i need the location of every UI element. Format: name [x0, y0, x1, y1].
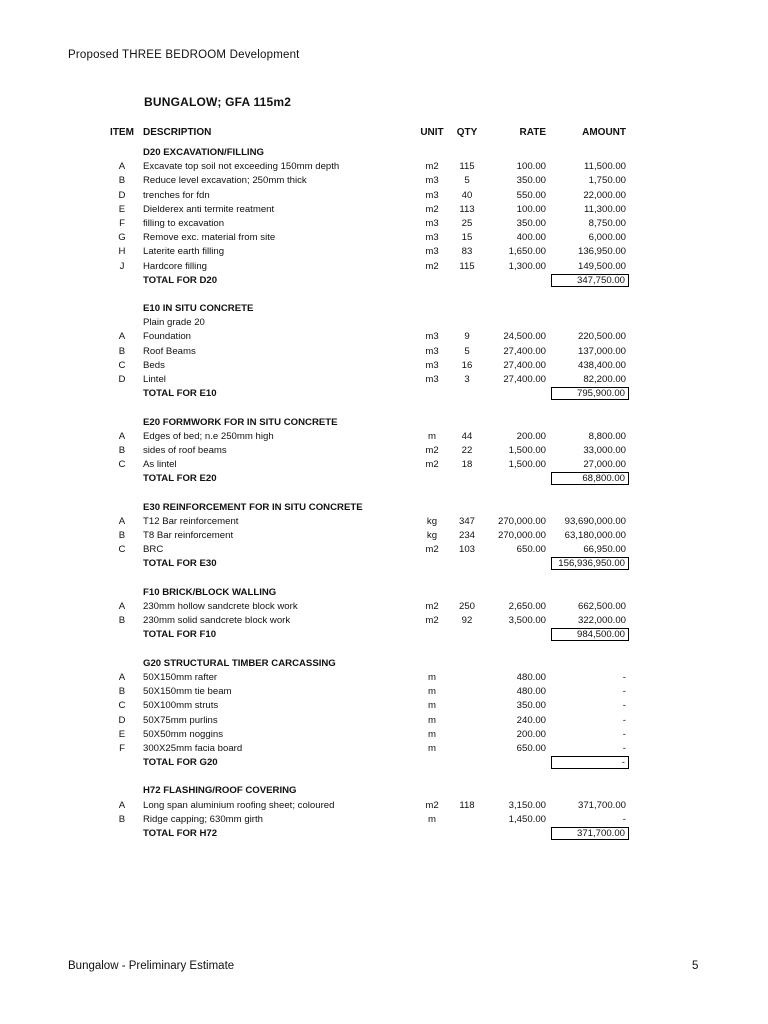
table-row — [0, 174, 768, 188]
section-heading-row — [0, 586, 768, 600]
page-number: 5 — [692, 960, 699, 972]
item-unit: m3 — [425, 374, 439, 385]
item-description: T8 Bar reinforcement — [143, 530, 234, 542]
table-row — [0, 600, 768, 614]
spacer-row — [0, 572, 768, 586]
item-amount: 82,200.00 — [583, 374, 626, 385]
section-heading-row — [0, 657, 768, 671]
item-qty: 250 — [458, 601, 475, 612]
section-total-row — [0, 827, 768, 841]
item-rate: 27,400.00 — [503, 345, 546, 357]
item-amount: 63,180,000.00 — [564, 530, 626, 542]
section-heading-row — [0, 416, 768, 430]
item-unit: kg — [426, 530, 438, 542]
table-row — [0, 458, 768, 472]
item-amount: 137,000.00 — [577, 345, 626, 357]
item-amount: 662,500.00 — [577, 601, 626, 612]
item-unit: m — [428, 700, 436, 712]
item-qty: 234 — [458, 530, 475, 542]
item-amount: 1,750.00 — [588, 175, 626, 187]
column-header-qty: QTY — [456, 127, 478, 138]
section-heading-row — [0, 501, 768, 515]
item-amount: - — [622, 813, 626, 825]
item-qty: 113 — [459, 203, 475, 215]
item-rate: 650.00 — [516, 544, 546, 556]
item-unit: m — [428, 686, 436, 698]
item-unit: m2 — [425, 161, 439, 173]
table-row — [0, 245, 768, 259]
item-rate: 200.00 — [516, 728, 546, 740]
item-unit: m — [428, 728, 436, 740]
table-row — [0, 189, 768, 203]
item-amount: 11,500.00 — [584, 161, 626, 173]
item-description: Edges of bed; n.e 250mm high — [143, 430, 274, 442]
item-rate: 270,000.00 — [497, 530, 546, 542]
item-rate: 24,500.00 — [503, 331, 546, 343]
total-label: TOTAL FOR E30 — [143, 558, 217, 570]
item-code: D — [118, 374, 126, 385]
item-qty: 44 — [461, 430, 473, 442]
spacer-row — [0, 770, 768, 784]
spacer-row — [0, 401, 768, 415]
page-footer: Bungalow - Preliminary Estimate — [68, 960, 235, 972]
item-unit: m3 — [425, 175, 439, 187]
item-qty: 115 — [459, 260, 475, 272]
table-row — [0, 373, 768, 387]
item-rate: 3,150.00 — [508, 799, 546, 811]
item-qty: 16 — [461, 359, 473, 371]
item-unit: m — [428, 430, 436, 442]
item-rate: 1,300.00 — [508, 260, 546, 272]
total-label: TOTAL FOR F10 — [143, 629, 217, 641]
item-description: Dielderex anti termite reatment — [143, 203, 275, 215]
item-code: A — [118, 799, 126, 811]
total-label: TOTAL FOR H72 — [143, 828, 218, 839]
item-rate: 270,000.00 — [497, 515, 546, 527]
item-unit: m3 — [425, 246, 439, 258]
item-qty: 92 — [461, 615, 473, 627]
item-description: Roof Beams — [143, 345, 196, 357]
total-label: TOTAL FOR G20 — [143, 757, 218, 769]
table-row — [0, 359, 768, 373]
total-amount: - — [551, 756, 629, 769]
column-header-unit: UNIT — [420, 127, 444, 138]
item-code: A — [118, 430, 126, 442]
item-code: D — [118, 189, 126, 201]
item-amount: 149,500.00 — [577, 260, 626, 272]
item-description: 50X100mm struts — [143, 700, 219, 712]
total-label: TOTAL FOR E20 — [143, 473, 217, 485]
section-total-row — [0, 472, 768, 486]
item-description: Beds — [143, 359, 165, 371]
total-amount: 795,900.00 — [551, 387, 629, 400]
item-code: B — [118, 686, 126, 698]
total-label: TOTAL FOR E10 — [143, 388, 217, 400]
item-unit: m2 — [425, 615, 439, 627]
table-row — [0, 515, 768, 529]
item-amount: - — [622, 700, 626, 712]
item-code: A — [118, 331, 126, 343]
item-rate: 100.00 — [516, 203, 546, 215]
item-description: Plain grade 20 — [143, 317, 205, 329]
section-heading: H72 FLASHING/ROOF COVERING — [143, 785, 297, 797]
total-amount: 68,800.00 — [551, 472, 629, 485]
item-rate: 27,400.00 — [503, 359, 546, 371]
item-unit: m3 — [425, 345, 439, 357]
table-row — [0, 316, 768, 330]
item-unit: m2 — [425, 260, 439, 272]
item-unit: m2 — [425, 459, 439, 471]
item-description: 230mm solid sandcrete block work — [143, 615, 291, 627]
item-code: F — [119, 217, 125, 229]
item-amount: 438,400.00 — [577, 359, 626, 371]
item-rate: 3,500.00 — [508, 615, 546, 627]
section-total-row — [0, 628, 768, 642]
item-amount: 22,000.00 — [583, 189, 626, 201]
item-description: trenches for fdn — [143, 189, 210, 201]
table-row — [0, 231, 768, 245]
item-description: Ridge capping; 630mm girth — [143, 813, 263, 825]
item-rate: 100.00 — [516, 161, 546, 173]
item-qty: 103 — [458, 544, 475, 556]
table-row — [0, 813, 768, 827]
item-unit: m3 — [425, 217, 439, 229]
item-description: Remove exc. material from site — [143, 232, 276, 244]
item-unit: m2 — [425, 601, 439, 612]
section-total-row — [0, 557, 768, 571]
item-unit: m3 — [425, 331, 439, 343]
table-row — [0, 444, 768, 458]
item-rate: 1,650.00 — [508, 246, 546, 258]
table-row — [0, 543, 768, 557]
item-qty: 9 — [464, 331, 470, 343]
column-header-description: DESCRIPTION — [143, 127, 212, 138]
section-heading: E30 REINFORCEMENT FOR IN SITU CONCRETE — [143, 501, 363, 513]
table-row — [0, 614, 768, 628]
item-rate: 1,500.00 — [508, 444, 546, 456]
table-body — [0, 146, 768, 841]
item-unit: m3 — [425, 189, 439, 201]
item-description: Excavate top soil not exceeding 150mm depth — [143, 161, 340, 173]
item-qty: 347 — [458, 515, 475, 527]
item-qty: 83 — [461, 246, 473, 258]
item-description: 50X150mm tie beam — [143, 686, 232, 698]
item-code: B — [118, 813, 126, 825]
item-code: B — [118, 444, 126, 456]
column-header-amount: AMOUNT — [582, 127, 626, 138]
item-description: 50X150mm rafter — [143, 671, 218, 683]
item-description: As lintel — [143, 459, 177, 471]
column-header-item: ITEM — [110, 127, 134, 138]
item-description: 50X50mm noggins — [143, 728, 223, 740]
section-heading: D20 EXCAVATION/FILLING — [143, 147, 264, 158]
item-code: A — [118, 601, 126, 612]
table-row — [0, 330, 768, 344]
item-amount: 6,000.00 — [588, 232, 626, 244]
item-code: E — [118, 203, 126, 215]
item-amount: 27,000.00 — [583, 459, 626, 471]
item-unit: m — [428, 714, 436, 726]
total-amount: 156,936,950.00 — [551, 557, 629, 570]
item-amount: 93,690,000.00 — [564, 515, 626, 527]
table-row — [0, 799, 768, 813]
item-rate: 350.00 — [516, 700, 546, 712]
item-code: J — [119, 260, 125, 272]
item-description: filling to excavation — [143, 217, 225, 229]
item-description: Laterite earth filling — [143, 246, 225, 258]
item-qty: 18 — [461, 459, 473, 471]
item-rate: 550.00 — [516, 189, 546, 201]
item-code: B — [118, 615, 126, 627]
item-unit: m — [428, 813, 436, 825]
table-row — [0, 430, 768, 444]
item-unit: m3 — [425, 359, 439, 371]
item-qty: 40 — [461, 189, 473, 201]
item-rate: 240.00 — [516, 714, 546, 726]
item-unit: kg — [426, 515, 438, 527]
item-amount: 322,000.00 — [577, 615, 626, 627]
item-qty: 115 — [459, 161, 475, 173]
item-qty: 118 — [459, 799, 475, 811]
item-code: C — [118, 459, 126, 471]
item-rate: 27,400.00 — [503, 374, 546, 385]
section-heading-row — [0, 146, 768, 160]
total-amount: 371,700.00 — [551, 827, 629, 840]
table-row — [0, 699, 768, 713]
item-amount: 220,500.00 — [577, 331, 626, 343]
table-row — [0, 217, 768, 231]
item-code: F — [119, 742, 125, 754]
item-amount: 136,950.00 — [577, 246, 626, 258]
item-description: Reduce level excavation; 250mm thick — [143, 175, 307, 187]
item-code: C — [118, 544, 126, 556]
section-heading-row — [0, 302, 768, 316]
item-rate: 200.00 — [516, 430, 546, 442]
item-code: A — [118, 671, 126, 683]
item-code: H — [118, 246, 126, 258]
item-amount: 33,000.00 — [583, 444, 626, 456]
item-qty: 22 — [461, 444, 473, 456]
item-rate: 2,650.00 — [508, 601, 546, 612]
item-rate: 350.00 — [516, 175, 546, 187]
item-description: Hardcore filling — [143, 260, 207, 272]
item-description: Long span aluminium roofing sheet; coloured — [143, 799, 335, 811]
item-amount: - — [622, 728, 626, 740]
table-row — [0, 728, 768, 742]
item-amount: 8,750.00 — [588, 217, 626, 229]
item-unit: m2 — [425, 544, 439, 556]
item-unit: m2 — [425, 203, 439, 215]
table-row — [0, 714, 768, 728]
item-unit: m — [428, 742, 436, 754]
item-unit: m3 — [425, 232, 439, 244]
item-description: 230mm hollow sandcrete block work — [143, 601, 298, 612]
item-amount: - — [622, 671, 626, 683]
item-qty: 5 — [464, 345, 470, 357]
item-description: T12 Bar reinforcement — [143, 515, 239, 527]
section-heading: F10 BRICK/BLOCK WALLING — [143, 586, 277, 598]
item-unit: m2 — [425, 799, 439, 811]
table-row — [0, 742, 768, 756]
section-total-row — [0, 756, 768, 770]
item-description: 300X25mm facia board — [143, 742, 243, 754]
page-header: Proposed THREE BEDROOM Development — [68, 49, 300, 61]
item-qty: 3 — [464, 374, 470, 385]
item-code: B — [118, 175, 126, 187]
item-description: Foundation — [143, 331, 192, 343]
item-rate: 1,450.00 — [508, 813, 546, 825]
item-rate: 480.00 — [516, 686, 546, 698]
table-header-row — [0, 126, 768, 146]
estimate-table — [0, 126, 768, 841]
table-row — [0, 345, 768, 359]
section-total-row — [0, 387, 768, 401]
item-code: C — [118, 700, 126, 712]
total-label: TOTAL FOR D20 — [143, 274, 218, 286]
spacer-row — [0, 487, 768, 501]
document-title: BUNGALOW; GFA 115m2 — [144, 95, 292, 109]
item-amount: 66,950.00 — [583, 544, 626, 556]
item-code: B — [118, 345, 126, 357]
item-description: 50X75mm purlins — [143, 714, 218, 726]
item-amount: - — [622, 714, 626, 726]
column-header-rate: RATE — [519, 127, 546, 138]
total-amount: 984,500.00 — [551, 628, 629, 641]
table-row — [0, 685, 768, 699]
item-amount: - — [622, 742, 626, 754]
item-code: A — [118, 515, 126, 527]
item-code: E — [118, 728, 126, 740]
table-row — [0, 160, 768, 174]
item-code: C — [118, 359, 126, 371]
section-heading-row — [0, 784, 768, 798]
total-amount: 347,750.00 — [551, 274, 629, 287]
item-code: A — [118, 161, 126, 173]
item-code: B — [118, 530, 126, 542]
section-heading: G20 STRUCTURAL TIMBER CARCASSING — [143, 657, 336, 669]
item-amount: 11,300.00 — [584, 203, 626, 215]
item-amount: 371,700.00 — [577, 799, 626, 811]
item-amount: - — [622, 686, 626, 698]
item-amount: 8,800.00 — [588, 430, 626, 442]
item-qty: 15 — [461, 232, 473, 244]
item-description: BRC — [143, 544, 164, 556]
item-unit: m — [428, 671, 436, 683]
item-rate: 650.00 — [516, 742, 546, 754]
item-unit: m2 — [425, 444, 439, 456]
item-qty: 5 — [464, 175, 470, 187]
section-total-row — [0, 274, 768, 288]
table-row — [0, 671, 768, 685]
spacer-row — [0, 288, 768, 302]
item-rate: 350.00 — [516, 217, 546, 229]
item-rate: 1,500.00 — [508, 459, 546, 471]
table-row — [0, 260, 768, 274]
spacer-row — [0, 643, 768, 657]
item-qty: 25 — [461, 217, 473, 229]
section-heading: E20 FORMWORK FOR IN SITU CONCRETE — [143, 416, 338, 428]
section-heading: E10 IN SITU CONCRETE — [143, 303, 254, 315]
item-rate: 400.00 — [516, 232, 546, 244]
item-rate: 480.00 — [516, 671, 546, 683]
item-description: Lintel — [143, 374, 166, 385]
item-code: D — [118, 714, 126, 726]
table-row — [0, 529, 768, 543]
item-code: G — [118, 232, 126, 244]
item-description: sides of roof beams — [143, 444, 227, 456]
table-row — [0, 203, 768, 217]
